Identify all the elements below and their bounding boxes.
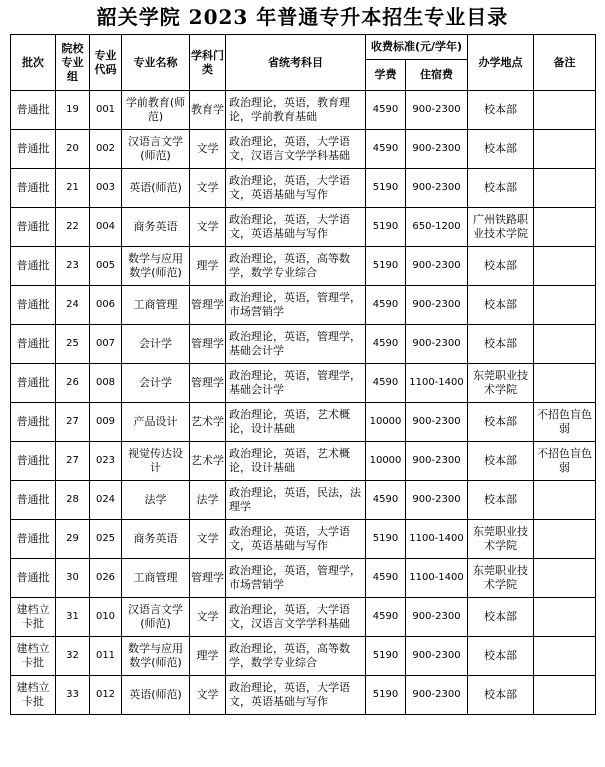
cell-major-name: 英语(师范) bbox=[122, 169, 190, 208]
cell-category: 管理学 bbox=[190, 364, 226, 403]
cell-accommodation: 1100-1400 bbox=[406, 559, 468, 598]
cell-batch: 普通批 bbox=[11, 208, 56, 247]
cell-subjects: 政治理论，英语，大学语文，汉语言文学学科基础 bbox=[226, 598, 366, 637]
header-fees: 收费标准(元/学年) bbox=[366, 35, 468, 60]
table-row bbox=[11, 403, 596, 442]
header-batch: 批次 bbox=[11, 35, 56, 91]
cell-batch: 普通批 bbox=[11, 169, 56, 208]
cell-location: 校本部 bbox=[468, 598, 534, 637]
cell-group: 20 bbox=[56, 130, 90, 169]
cell-group: 24 bbox=[56, 286, 90, 325]
cell-tuition: 4590 bbox=[366, 325, 406, 364]
cell-code: 008 bbox=[90, 364, 122, 403]
cell-note bbox=[534, 130, 596, 169]
cell-location: 校本部 bbox=[468, 130, 534, 169]
cell-tuition: 5190 bbox=[366, 637, 406, 676]
cell-tuition: 5190 bbox=[366, 169, 406, 208]
cell-location: 广州铁路职业技术学院 bbox=[468, 208, 534, 247]
cell-note bbox=[534, 325, 596, 364]
cell-subjects: 政治理论，英语，大学语文，英语基础与写作 bbox=[226, 208, 366, 247]
cell-category: 理学 bbox=[190, 247, 226, 286]
cell-major-name: 工商管理 bbox=[122, 559, 190, 598]
header-notes: 备注 bbox=[534, 35, 596, 91]
cell-accommodation: 900-2300 bbox=[406, 598, 468, 637]
cell-group: 22 bbox=[56, 208, 90, 247]
cell-subjects: 政治理论，英语，管理学，市场营销学 bbox=[226, 286, 366, 325]
cell-note: 不招色盲色弱 bbox=[534, 403, 596, 442]
cell-batch: 普通批 bbox=[11, 403, 56, 442]
cell-code: 005 bbox=[90, 247, 122, 286]
table-header bbox=[11, 35, 596, 91]
cell-code: 009 bbox=[90, 403, 122, 442]
cell-major-name: 视觉传达设计 bbox=[122, 442, 190, 481]
cell-note bbox=[534, 247, 596, 286]
table-body bbox=[11, 91, 596, 715]
cell-major-name: 工商管理 bbox=[122, 286, 190, 325]
cell-location: 校本部 bbox=[468, 403, 534, 442]
table-row bbox=[11, 247, 596, 286]
cell-code: 025 bbox=[90, 520, 122, 559]
cell-accommodation: 900-2300 bbox=[406, 403, 468, 442]
cell-code: 001 bbox=[90, 91, 122, 130]
cell-accommodation: 900-2300 bbox=[406, 442, 468, 481]
table-row bbox=[11, 481, 596, 520]
cell-group: 31 bbox=[56, 598, 90, 637]
cell-tuition: 4590 bbox=[366, 559, 406, 598]
cell-location: 校本部 bbox=[468, 481, 534, 520]
cell-code: 011 bbox=[90, 637, 122, 676]
cell-accommodation: 1100-1400 bbox=[406, 364, 468, 403]
cell-group: 33 bbox=[56, 676, 90, 715]
table-row bbox=[11, 91, 596, 130]
cell-code: 024 bbox=[90, 481, 122, 520]
cell-note bbox=[534, 559, 596, 598]
header-tuition: 学费 bbox=[366, 60, 406, 91]
header-category: 学科门类 bbox=[190, 35, 226, 91]
cell-code: 012 bbox=[90, 676, 122, 715]
table-row bbox=[11, 130, 596, 169]
cell-accommodation: 900-2300 bbox=[406, 676, 468, 715]
cell-location: 东莞职业技术学院 bbox=[468, 520, 534, 559]
cell-accommodation: 900-2300 bbox=[406, 286, 468, 325]
document-title: 韶关学院 2023 年普通专升本招生专业目录 bbox=[96, 5, 509, 29]
cell-tuition: 5190 bbox=[366, 520, 406, 559]
cell-note bbox=[534, 598, 596, 637]
cell-group: 19 bbox=[56, 91, 90, 130]
cell-tuition: 5190 bbox=[366, 247, 406, 286]
cell-note bbox=[534, 481, 596, 520]
cell-location: 校本部 bbox=[468, 91, 534, 130]
table-row bbox=[11, 598, 596, 637]
cell-category: 教育学 bbox=[190, 91, 226, 130]
cell-tuition: 4590 bbox=[366, 481, 406, 520]
cell-note: 不招色盲色弱 bbox=[534, 442, 596, 481]
table-row bbox=[11, 364, 596, 403]
cell-code: 007 bbox=[90, 325, 122, 364]
cell-category: 文学 bbox=[190, 598, 226, 637]
cell-group: 27 bbox=[56, 442, 90, 481]
table-row bbox=[11, 325, 596, 364]
cell-group: 30 bbox=[56, 559, 90, 598]
table-row bbox=[11, 520, 596, 559]
cell-note bbox=[534, 208, 596, 247]
cell-group: 32 bbox=[56, 637, 90, 676]
cell-code: 002 bbox=[90, 130, 122, 169]
cell-group: 21 bbox=[56, 169, 90, 208]
cell-subjects: 政治理论，英语，民法，法理学 bbox=[226, 481, 366, 520]
cell-major-name: 法学 bbox=[122, 481, 190, 520]
cell-category: 文学 bbox=[190, 130, 226, 169]
cell-accommodation: 900-2300 bbox=[406, 325, 468, 364]
table-row bbox=[11, 286, 596, 325]
cell-tuition: 10000 bbox=[366, 442, 406, 481]
cell-accommodation: 900-2300 bbox=[406, 637, 468, 676]
cell-accommodation: 650-1200 bbox=[406, 208, 468, 247]
cell-location: 校本部 bbox=[468, 637, 534, 676]
cell-batch: 普通批 bbox=[11, 364, 56, 403]
cell-major-name: 学前教育(师范) bbox=[122, 91, 190, 130]
cell-tuition: 10000 bbox=[366, 403, 406, 442]
cell-major-name: 英语(师范) bbox=[122, 676, 190, 715]
cell-location: 校本部 bbox=[468, 247, 534, 286]
cell-note bbox=[534, 676, 596, 715]
cell-code: 006 bbox=[90, 286, 122, 325]
cell-note bbox=[534, 286, 596, 325]
cell-category: 文学 bbox=[190, 169, 226, 208]
cell-subjects: 政治理论，英语，教育理论，学前教育基础 bbox=[226, 91, 366, 130]
header-group: 院校专业组 bbox=[56, 35, 90, 91]
cell-subjects: 政治理论，英语，大学语文，汉语言文学学科基础 bbox=[226, 130, 366, 169]
cell-group: 25 bbox=[56, 325, 90, 364]
cell-location: 校本部 bbox=[468, 442, 534, 481]
cell-location: 校本部 bbox=[468, 169, 534, 208]
table-row bbox=[11, 169, 596, 208]
cell-code: 010 bbox=[90, 598, 122, 637]
header-name: 专业名称 bbox=[122, 35, 190, 91]
cell-location: 校本部 bbox=[468, 286, 534, 325]
cell-major-name: 会计学 bbox=[122, 364, 190, 403]
cell-batch: 普通批 bbox=[11, 481, 56, 520]
cell-accommodation: 900-2300 bbox=[406, 169, 468, 208]
cell-tuition: 4590 bbox=[366, 286, 406, 325]
cell-group: 26 bbox=[56, 364, 90, 403]
cell-note bbox=[534, 520, 596, 559]
table-row bbox=[11, 208, 596, 247]
enrollment-catalog-table bbox=[10, 34, 596, 715]
cell-major-name: 汉语言文学(师范) bbox=[122, 598, 190, 637]
cell-accommodation: 1100-1400 bbox=[406, 520, 468, 559]
cell-category: 管理学 bbox=[190, 286, 226, 325]
cell-subjects: 政治理论，英语，大学语文，英语基础与写作 bbox=[226, 520, 366, 559]
cell-tuition: 4590 bbox=[366, 364, 406, 403]
cell-tuition: 4590 bbox=[366, 130, 406, 169]
cell-accommodation: 900-2300 bbox=[406, 481, 468, 520]
cell-location: 校本部 bbox=[468, 676, 534, 715]
cell-tuition: 4590 bbox=[366, 598, 406, 637]
cell-location: 校本部 bbox=[468, 325, 534, 364]
cell-category: 文学 bbox=[190, 676, 226, 715]
table-row bbox=[11, 637, 596, 676]
cell-subjects: 政治理论，英语，艺术概论，设计基础 bbox=[226, 403, 366, 442]
cell-batch: 普通批 bbox=[11, 286, 56, 325]
cell-major-name: 数学与应用数学(师范) bbox=[122, 247, 190, 286]
cell-batch: 普通批 bbox=[11, 130, 56, 169]
cell-category: 艺术学 bbox=[190, 442, 226, 481]
cell-category: 法学 bbox=[190, 481, 226, 520]
cell-category: 文学 bbox=[190, 520, 226, 559]
cell-accommodation: 900-2300 bbox=[406, 91, 468, 130]
cell-code: 026 bbox=[90, 559, 122, 598]
cell-subjects: 政治理论，英语，管理学，基础会计学 bbox=[226, 325, 366, 364]
cell-tuition: 5190 bbox=[366, 208, 406, 247]
cell-batch: 建档立卡批 bbox=[11, 598, 56, 637]
cell-group: 29 bbox=[56, 520, 90, 559]
table-row bbox=[11, 676, 596, 715]
header-code: 专业代码 bbox=[90, 35, 122, 91]
cell-location: 东莞职业技术学院 bbox=[468, 364, 534, 403]
cell-category: 文学 bbox=[190, 208, 226, 247]
cell-major-name: 数学与应用数学(师范) bbox=[122, 637, 190, 676]
cell-note bbox=[534, 169, 596, 208]
cell-subjects: 政治理论，英语，管理学，基础会计学 bbox=[226, 364, 366, 403]
cell-code: 004 bbox=[90, 208, 122, 247]
header-accommodation: 住宿费 bbox=[406, 60, 468, 91]
cell-group: 23 bbox=[56, 247, 90, 286]
cell-subjects: 政治理论，英语，大学语文，英语基础与写作 bbox=[226, 169, 366, 208]
cell-subjects: 政治理论，英语，大学语文，英语基础与写作 bbox=[226, 676, 366, 715]
cell-category: 管理学 bbox=[190, 325, 226, 364]
cell-note bbox=[534, 637, 596, 676]
cell-major-name: 商务英语 bbox=[122, 520, 190, 559]
cell-accommodation: 900-2300 bbox=[406, 247, 468, 286]
cell-location: 东莞职业技术学院 bbox=[468, 559, 534, 598]
cell-batch: 普通批 bbox=[11, 247, 56, 286]
cell-tuition: 5190 bbox=[366, 676, 406, 715]
cell-code: 023 bbox=[90, 442, 122, 481]
cell-accommodation: 900-2300 bbox=[406, 130, 468, 169]
cell-group: 28 bbox=[56, 481, 90, 520]
cell-major-name: 商务英语 bbox=[122, 208, 190, 247]
cell-batch: 普通批 bbox=[11, 559, 56, 598]
cell-batch: 建档立卡批 bbox=[11, 637, 56, 676]
cell-note bbox=[534, 91, 596, 130]
cell-subjects: 政治理论，英语，管理学，市场营销学 bbox=[226, 559, 366, 598]
table-row bbox=[11, 442, 596, 481]
header-location: 办学地点 bbox=[468, 35, 534, 91]
cell-code: 003 bbox=[90, 169, 122, 208]
cell-note bbox=[534, 364, 596, 403]
cell-group: 27 bbox=[56, 403, 90, 442]
cell-batch: 普通批 bbox=[11, 325, 56, 364]
cell-subjects: 政治理论，英语，艺术概论，设计基础 bbox=[226, 442, 366, 481]
cell-subjects: 政治理论，英语，高等数学，数学专业综合 bbox=[226, 247, 366, 286]
cell-batch: 普通批 bbox=[11, 91, 56, 130]
cell-category: 理学 bbox=[190, 637, 226, 676]
cell-category: 管理学 bbox=[190, 559, 226, 598]
header-subjects: 省统考科目 bbox=[226, 35, 366, 91]
cell-category: 艺术学 bbox=[190, 403, 226, 442]
cell-subjects: 政治理论，英语，高等数学，数学专业综合 bbox=[226, 637, 366, 676]
cell-major-name: 汉语言文学(师范) bbox=[122, 130, 190, 169]
cell-batch: 建档立卡批 bbox=[11, 676, 56, 715]
table-row bbox=[11, 559, 596, 598]
cell-major-name: 产品设计 bbox=[122, 403, 190, 442]
cell-major-name: 会计学 bbox=[122, 325, 190, 364]
cell-batch: 普通批 bbox=[11, 442, 56, 481]
cell-tuition: 4590 bbox=[366, 91, 406, 130]
cell-batch: 普通批 bbox=[11, 520, 56, 559]
